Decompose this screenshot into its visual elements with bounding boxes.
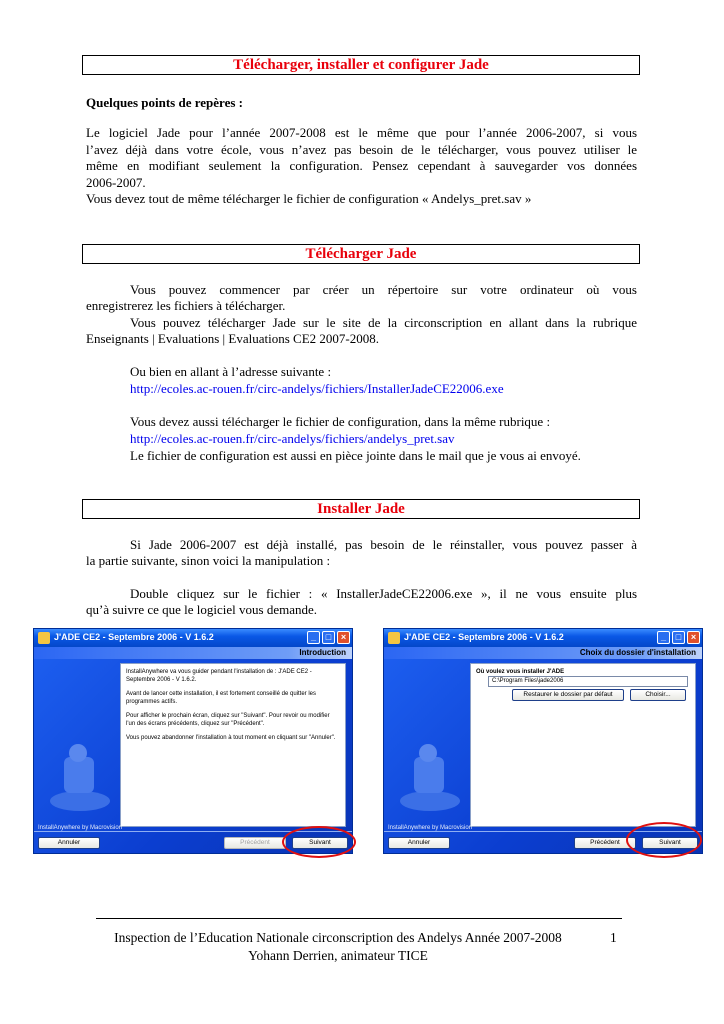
section-install-title: Installer Jade bbox=[82, 499, 640, 519]
footer-rule bbox=[96, 918, 622, 919]
close-icon[interactable]: × bbox=[687, 631, 700, 644]
minimize-icon[interactable]: _ bbox=[307, 631, 320, 644]
folder-question: Où voulez vous installer J'ADE bbox=[476, 669, 565, 675]
titlebar bbox=[34, 629, 352, 647]
install-p2-line2: qu’à suivre ce que le logiciel vous demande. bbox=[86, 602, 318, 617]
panel-text: Avant de lancer cette installation, il est fortement conseillé de quitter les programmes actifs. bbox=[126, 691, 316, 705]
cancel-button[interactable]: Annuler bbox=[38, 837, 100, 849]
brand-label: InstallAnywhere by Macrovision bbox=[388, 825, 473, 831]
page-number: 1 bbox=[610, 930, 617, 945]
previous-button[interactable]: Précédent bbox=[574, 837, 636, 849]
installer-screenshot-folder bbox=[383, 628, 703, 854]
window-title: J'ADE CE2 - Septembre 2006 - V 1.6.2 bbox=[404, 632, 564, 642]
maximize-icon[interactable]: □ bbox=[672, 631, 685, 644]
installer-screenshot-intro bbox=[33, 628, 353, 854]
folder-panel bbox=[470, 663, 696, 827]
install-p1-line1: Si Jade 2006-2007 est déjà installé, pas besoin de le réinstaller, vous pouvez passer à bbox=[130, 537, 637, 552]
highlight-next-circle bbox=[626, 822, 702, 858]
next-button[interactable]: Suivant bbox=[292, 837, 348, 849]
installer-graphic-icon bbox=[394, 739, 466, 819]
maximize-icon[interactable]: □ bbox=[322, 631, 335, 644]
restore-default-button[interactable]: Restaurer le dossier par défaut bbox=[512, 689, 624, 701]
section-download-title: Télécharger Jade bbox=[82, 244, 640, 264]
cancel-button[interactable]: Annuler bbox=[388, 837, 450, 849]
install-p1-line2: la partie suivante, sinon voici la manipulation : bbox=[86, 553, 331, 568]
intro-panel bbox=[120, 663, 346, 827]
highlight-next-circle bbox=[282, 826, 356, 858]
minimize-icon[interactable]: _ bbox=[657, 631, 670, 644]
intro-line: Le logiciel Jade pour l’année 2007-2008 est le même que pour l’année 2006-2007, si vous bbox=[86, 125, 637, 140]
install-path-field[interactable]: C:\Program Files\jade2006 bbox=[488, 676, 688, 687]
brand-label: InstallAnywhere by Macrovision bbox=[38, 825, 123, 831]
download-p1-line2: enregistrerez les fichiers à télécharger. bbox=[86, 298, 286, 313]
intro-line: 2006-2007. bbox=[86, 174, 146, 190]
panel-text: Pour afficher le prochain écran, cliquez sur "Suivant". Pour revoir ou modifier l'un des écrans précédents, cliquez sur "Précédent". bbox=[126, 713, 330, 727]
choose-button[interactable]: Choisir... bbox=[630, 689, 686, 701]
step-header: Choix du dossier d'installation bbox=[579, 648, 696, 657]
next-button[interactable]: Suivant bbox=[642, 837, 698, 849]
installer-link[interactable]: http://ecoles.ac-rouen.fr/circ-andelys/fichiers/InstallerJadeCE22006.exe bbox=[130, 381, 504, 396]
close-icon[interactable]: × bbox=[337, 631, 350, 644]
previous-button[interactable]: Précédent bbox=[224, 837, 286, 849]
download-p3: Ou bien en allant à l’adresse suivante : bbox=[130, 364, 332, 379]
footer-line2: Yohann Derrien, animateur TICE bbox=[248, 948, 428, 963]
app-icon bbox=[388, 632, 400, 644]
step-header: Introduction bbox=[299, 648, 346, 657]
page-title: Télécharger, installer et configurer Jade bbox=[82, 55, 640, 75]
window-title: J'ADE CE2 - Septembre 2006 - V 1.6.2 bbox=[54, 632, 214, 642]
download-p5: Le fichier de configuration est aussi en pièce jointe dans le mail que je vous ai envoyé. bbox=[130, 448, 581, 463]
intro-paragraph bbox=[86, 125, 637, 208]
config-link[interactable]: http://ecoles.ac-rouen.fr/circ-andelys/fichiers/andelys_pret.sav bbox=[130, 431, 455, 446]
intro-line: même en modifiant seulement la configuration. Pensez cependant à sauvegarder vos données bbox=[86, 158, 637, 173]
titlebar bbox=[384, 629, 702, 647]
intro-line: Vous devez tout de même télécharger le fichier de configuration « Andelys_pret.sav » bbox=[86, 191, 532, 206]
panel-text: InstallAnywhere va vous guider pendant l'installation de : J'ADE CE2 - Septembre 2006 - V 1.6.2. bbox=[126, 669, 312, 683]
intro-line: l’avez déjà dans votre école, vous n’avez pas besoin de le télécharger, vous pouvez utiliser le bbox=[86, 141, 637, 157]
app-icon bbox=[38, 632, 50, 644]
download-p1-line1: Vous pouvez commencer par créer un répertoire sur votre ordinateur où vous bbox=[130, 282, 637, 297]
footer-line1: Inspection de l’Education Nationale circonscription des Andelys Année 2007-2008 bbox=[114, 930, 562, 945]
intro-heading: Quelques points de repères : bbox=[86, 95, 243, 110]
install-p2-line1: Double cliquez sur le fichier : « InstallerJadeCE22006.exe », il ne vous ensuite plus bbox=[130, 586, 637, 601]
download-p4: Vous devez aussi télécharger le fichier de configuration, dans la même rubrique : bbox=[130, 414, 551, 429]
installer-graphic-icon bbox=[44, 739, 116, 819]
download-p2-line1: Vous pouvez télécharger Jade sur le site de la circonscription en allant dans la rubrique bbox=[130, 315, 637, 330]
download-p2-line2: Enseignants | Evaluations | Evaluations CE2 2007-2008. bbox=[86, 331, 379, 346]
panel-text: Vous pouvez abandonner l'installation à tout moment en cliquant sur "Annuler". bbox=[126, 735, 336, 741]
